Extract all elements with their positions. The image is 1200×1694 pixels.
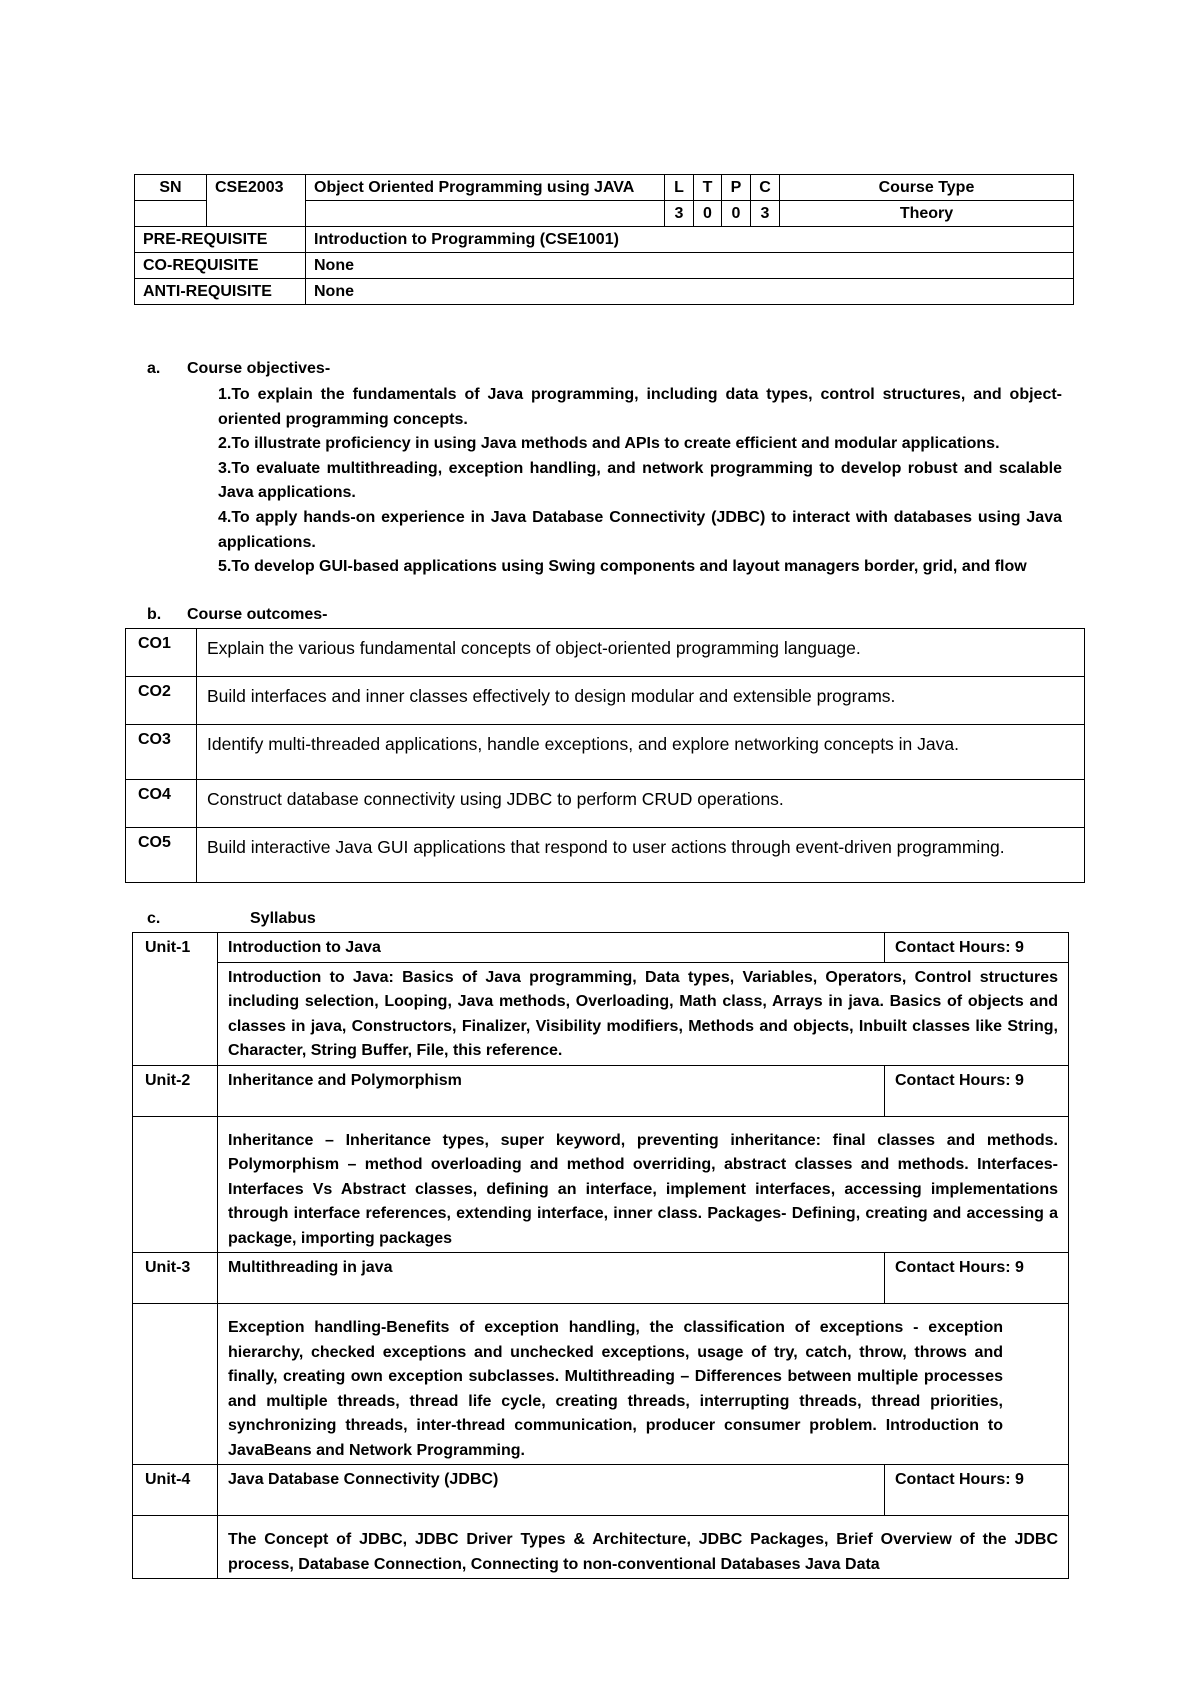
table-row [126, 677, 1085, 725]
p-label: P [722, 175, 751, 201]
table-row [126, 828, 1085, 883]
unit-content-row [133, 962, 1069, 1065]
unit-content: Exception handling-Benefits of exception handling, the classification of exceptions - exception hierarchy, checked exceptions and unchecked exceptions, usage of try, catch, throw, throws and finally, creating own exception subclasses. Multithreading – Differences between multiple processes and multiple threads, thread life cycle, creating threads, interrupting threads, thread priorities, synchronizing threads, inter-thread communication, producer consumer problem. Introduction to JavaBeans and Network Programming. [218, 1304, 1069, 1465]
outcome-code: CO5 [126, 828, 197, 883]
outcome-code: CO1 [126, 629, 197, 677]
unit-spacer [133, 1304, 218, 1465]
c-value: 3 [751, 201, 780, 227]
header-row-1 [135, 175, 1074, 201]
objectives-list [218, 383, 1062, 580]
c-label: C [751, 175, 780, 201]
outcome-code: CO3 [126, 725, 197, 780]
course-code: CSE2003 [207, 175, 306, 227]
unit-spacer [133, 1116, 218, 1253]
outcome-text: Identify multi-threaded applications, handle exceptions, and explore networking concepts in Java. [197, 725, 1085, 780]
syllabus-marker: c. [147, 910, 161, 927]
outcomes-table [125, 628, 1085, 883]
outcomes-heading-text: Course outcomes- [187, 606, 328, 623]
unit-header-row [133, 1065, 1069, 1116]
prerequisite-row [135, 227, 1074, 253]
antirequisite-label: ANTI-REQUISITE [135, 279, 306, 305]
table-row [126, 725, 1085, 780]
contact-hours: Contact Hours: 9 [885, 933, 1069, 963]
outcome-code: CO2 [126, 677, 197, 725]
objective-item: 2.To illustrate proficiency in using Java methods and APIs to create efficient and modular applications. [218, 435, 1000, 453]
outcome-text: Build interactive Java GUI applications that respond to user actions through event-driven programming. [197, 828, 1085, 883]
contact-hours: Contact Hours: 9 [885, 1465, 1069, 1516]
outcomes-marker: b. [147, 606, 162, 623]
unit-title: Inheritance and Polymorphism [218, 1065, 885, 1116]
antirequisite-row [135, 279, 1074, 305]
objectives-marker: a. [147, 360, 161, 377]
sn-value [135, 201, 207, 227]
unit-label: Unit-1 [133, 933, 218, 1066]
l-label: L [665, 175, 694, 201]
objectives-heading [147, 360, 330, 378]
antirequisite-value: None [306, 279, 1074, 305]
title-spacer [306, 201, 665, 227]
contact-hours: Contact Hours: 9 [885, 1065, 1069, 1116]
outcome-code: CO4 [126, 780, 197, 828]
table-row [126, 629, 1085, 677]
objectives-heading-text: Course objectives- [187, 360, 331, 377]
unit-title: Multithreading in java [218, 1253, 885, 1304]
prerequisite-label: PRE-REQUISITE [135, 227, 306, 253]
syllabus-heading [147, 910, 316, 928]
prerequisite-value: Introduction to Programming (CSE1001) [306, 227, 1074, 253]
unit-spacer [133, 1516, 218, 1579]
unit-content: The Concept of JDBC, JDBC Driver Types & Architecture, JDBC Packages, Brief Overview of the JDBC process, Database Connection, Connecting to non-conventional Databases Java Data [218, 1516, 1069, 1579]
corequisite-value: None [306, 253, 1074, 279]
unit-header-row [133, 1253, 1069, 1304]
corequisite-label: CO-REQUISITE [135, 253, 306, 279]
t-value: 0 [694, 201, 722, 227]
unit-header-row [133, 1465, 1069, 1516]
objective-item: 5.To develop GUI-based applications using Swing components and layout managers border, grid, and flow [218, 558, 1027, 576]
table-row [126, 780, 1085, 828]
unit-title: Introduction to Java [218, 933, 885, 963]
p-value: 0 [722, 201, 751, 227]
course-type-label: Course Type [780, 175, 1074, 201]
unit-header-row [133, 933, 1069, 963]
unit-content-row [133, 1516, 1069, 1579]
unit-label: Unit-4 [133, 1465, 218, 1516]
syllabus-heading-text: Syllabus [250, 910, 316, 927]
objective-item: 4.To apply hands-on experience in Java Database Connectivity (JDBC) to interact with databases using Java applications. [218, 508, 1062, 551]
syllabus-table [132, 932, 1069, 1579]
outcome-text: Explain the various fundamental concepts of object-oriented programming language. [197, 629, 1085, 677]
outcome-text: Build interfaces and inner classes effectively to design modular and extensible programs. [197, 677, 1085, 725]
sn-label: SN [135, 175, 207, 201]
unit-label: Unit-2 [133, 1065, 218, 1116]
unit-title: Java Database Connectivity (JDBC) [218, 1465, 885, 1516]
objective-item: 1.To explain the fundamentals of Java programming, including data types, control structures, and object-oriented programming concepts. [218, 386, 1062, 428]
unit-content: Inheritance – Inheritance types, super keyword, preventing inheritance: final classes and methods. Polymorphism – method overloading and method overriding, abstract classes and methods. Interfaces- Interfaces Vs Abstract classes, defining an interface, implement interfaces, accessing implementations through interface references, extending interface, inner class. Packages- Defining, creating and accessing a package, importing packages [218, 1116, 1069, 1253]
outcomes-heading [147, 606, 327, 624]
l-value: 3 [665, 201, 694, 227]
t-label: T [694, 175, 722, 201]
contact-hours: Contact Hours: 9 [885, 1253, 1069, 1304]
course-header-table [134, 174, 1074, 305]
outcome-text: Construct database connectivity using JDBC to perform CRUD operations. [197, 780, 1085, 828]
unit-label: Unit-3 [133, 1253, 218, 1304]
unit-content-row [133, 1116, 1069, 1253]
objective-item: 3.To evaluate multithreading, exception handling, and network programming to develop robust and scalable Java applications. [218, 459, 1062, 502]
unit-content: Introduction to Java: Basics of Java programming, Data types, Variables, Operators, Control structures including selection, Looping, Java methods, Overloading, Math class, Arrays in java. Basics of objects and classes in java, Constructors, Finalizer, Visibility modifiers, Methods and objects, Inbuilt classes like String, Character, String Buffer, File, this reference. [218, 962, 1069, 1065]
unit-content-row [133, 1304, 1069, 1465]
course-title: Object Oriented Programming using JAVA [306, 175, 665, 201]
corequisite-row [135, 253, 1074, 279]
course-type-value: Theory [780, 201, 1074, 227]
